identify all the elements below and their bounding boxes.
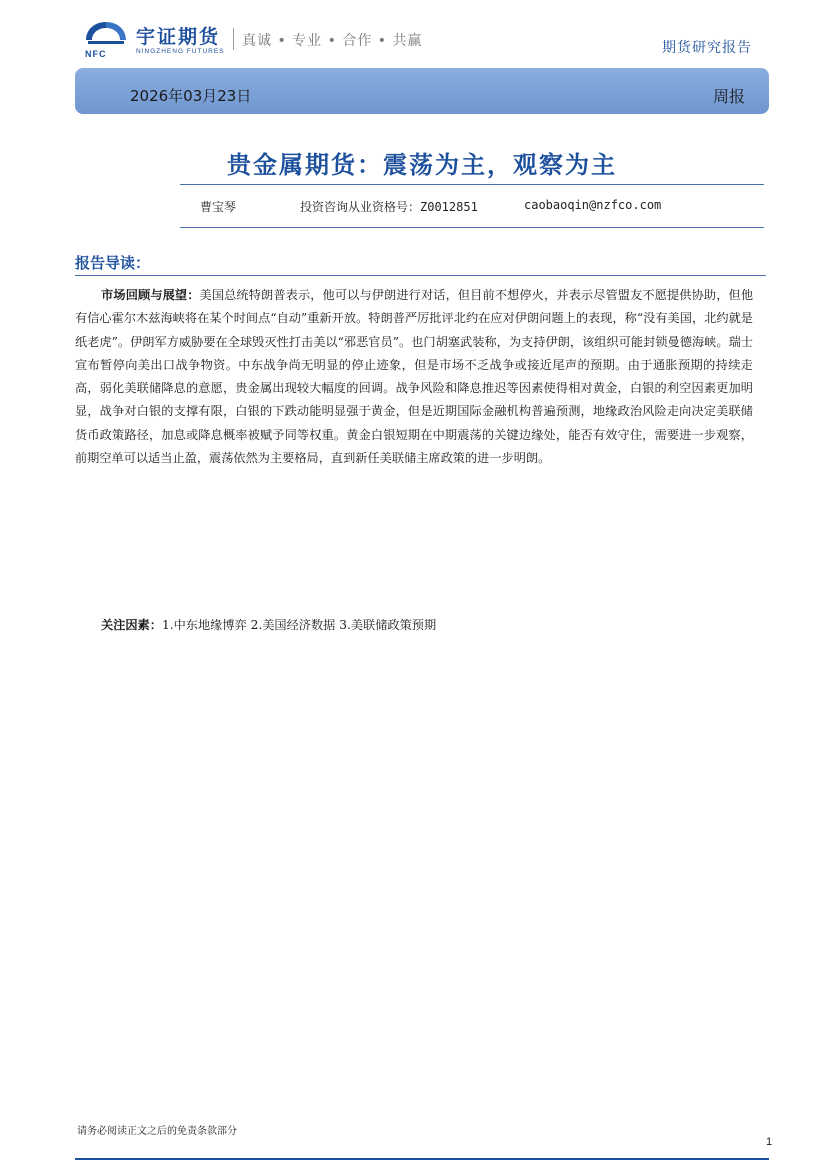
key-factors [101,616,436,633]
page-title: 贵金属期货：震荡为主，观察为主 [227,151,617,179]
page-number: 1 [766,1136,773,1148]
company-logo [84,20,234,60]
market-review-text: 美国总统特朗普表示，他可以与伊朗进行对话，但目前不想停火，并表示尽管盟友不愿提供协助，但他有信心霍尔木兹海峡将在某个时间点“自动”重新开放。特朗普严厉批评北约在应对伊朗问题上的表现，称“没有美国，北约就是纸老虎”。伊朗军方威胁要在全球毁灭性打击美以“邪恶官员”。也门胡塞武装称，为支持伊朗，该组织可能封锁曼德海峡。瑞士宣布暂停向美出口战争物资。中东战争尚无明显的停止迹象，但是市场不乏战争或接近尾声的预期。由于通胀预期的持续走高，弱化美联储降息的意愿，贵金属出现较大幅度的回调。战争风险和降息推迟等因素使得相对黄金，白银的利空因素更加明显，战争对白银的支撑有限，白银的下跌动能明显强于黄金，但是近期国际金融机构普遍预测，地缘政治风险走向决定美联储货币政策路径，加息或降息概率被赋予同等权重。黄金白银短期在中期震荡的关键边缘处，能否有效守住，需要进一步观察，前期空单可以适当止盈，震荡依然为主要格局，直到新任美联储主席政策的进一步明朗。 [75,288,754,466]
title-rule-top [180,184,764,185]
footer-rule [75,1158,769,1160]
report-type: 期货研究报告 [662,40,752,56]
logo-english-name: NINGZHENG FUTURES [136,48,225,55]
author-name: 曹宝琴 [200,200,237,214]
key-factors-text: 1.中东地缘博弈 2.美国经济数据 3.美联储政策预期 [161,618,437,632]
key-factors-label: 关注因素： [101,618,162,632]
logo-chinese-name: 宇证期货 [136,26,221,48]
market-review-paragraph [75,284,753,470]
title-rule-bottom [180,227,764,228]
market-review-label: 市场回顾与展望： [101,288,200,302]
date-banner [75,68,769,114]
company-slogan: 真诚 • 专业 • 合作 • 共赢 [242,33,423,49]
disclaimer-note: 请务必阅读正文之后的免责条款部分 [77,1126,237,1137]
logo-abbr: NFC [85,49,107,59]
section-heading: 报告导读： [75,254,151,272]
section-rule [75,275,766,276]
report-date: 2026年03月23日 [130,87,252,105]
header-divider [233,28,234,50]
license-number: 投资咨询从业资格号：Z0012851 [300,200,478,214]
report-period: 周报 [712,87,745,106]
author-email[interactable]: caobaoqin@nzfco.com [524,198,662,212]
